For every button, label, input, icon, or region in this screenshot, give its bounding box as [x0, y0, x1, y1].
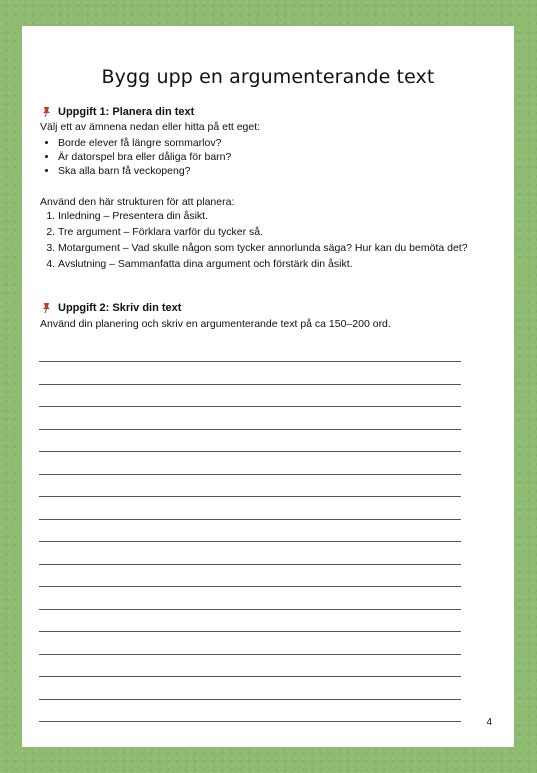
list-item: • Är datorspel bra eller dåliga för barn?: [58, 150, 231, 164]
writing-line: [39, 564, 461, 565]
list-item: 2. Tre argument – Förklara varför du tycker så.: [58, 226, 488, 239]
structure-steps: [40, 210, 488, 274]
writing-line: [39, 384, 461, 385]
task2-instruction: Använd din planering och skriv en argumenterande text på ca 150–200 ord.: [40, 318, 391, 330]
structure-intro: Använd den här strukturen för att planera:: [40, 196, 235, 208]
writing-line: [39, 586, 461, 587]
writing-line: [39, 496, 461, 497]
writing-line: [39, 654, 461, 655]
writing-line: [39, 519, 461, 520]
writing-line: [39, 676, 461, 677]
writing-line: [39, 721, 461, 722]
pushpin-icon: [40, 106, 54, 118]
page-number: 4: [486, 717, 492, 728]
writing-line: [39, 451, 461, 452]
list-item: 3. Motargument – Vad skulle någon som tycker annorlunda säga? Hur kan du bemöta det?: [58, 242, 488, 255]
writing-line: [39, 429, 461, 430]
task2-heading-text: Uppgift 2: Skriv din text: [58, 302, 182, 314]
list-item: • Ska alla barn få veckopeng?: [58, 164, 231, 178]
task1-heading-text: Uppgift 1: Planera din text: [58, 106, 195, 118]
pushpin-icon: [40, 302, 54, 314]
writing-line: [39, 474, 461, 475]
list-item: • Borde elever få längre sommarlov?: [58, 136, 231, 150]
writing-line: [39, 406, 461, 407]
writing-line: [39, 609, 461, 610]
task1-intro: Välj ett av ämnena nedan eller hitta på ett eget:: [40, 121, 261, 133]
page-title: Bygg upp en argumenterande text: [101, 66, 435, 88]
worksheet-page: [22, 26, 514, 747]
topic-list: [40, 136, 231, 178]
writing-line: [39, 631, 461, 632]
writing-line: [39, 541, 461, 542]
list-item: 1. Inledning – Presentera din åsikt.: [58, 210, 488, 223]
task1-heading: [40, 106, 194, 118]
writing-line: [39, 699, 461, 700]
list-item: 4. Avslutning – Sammanfatta dina argument och förstärk din åsikt.: [58, 258, 488, 271]
task2-heading: [40, 302, 181, 314]
writing-line: [39, 361, 461, 362]
